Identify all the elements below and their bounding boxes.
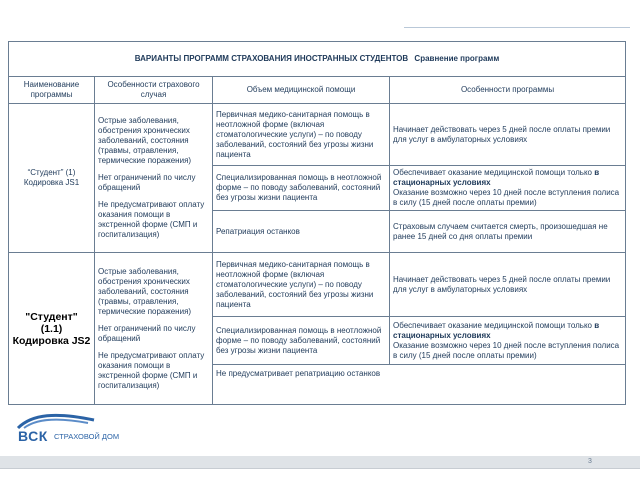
- js1-notes-primary: Начинает действовать через 5 дней после оплаты премии для услуг в амбулаторных условиях: [390, 104, 626, 166]
- js1-scope-primary: Первичная медико-санитарная помощь в неотложной форме (включая стоматологические услуги) – по поводу заболеваний, состояний без угрозы жизни пациента: [213, 104, 390, 166]
- js2-scope-primary: Первичная медико-санитарная помощь в неотложной форме (включая стоматологические услуги) – по поводу заболеваний, состояний без угрозы жизни пациента: [213, 253, 390, 317]
- js1-scope-repatriation: Репатриация останков: [213, 211, 390, 253]
- js1-scope-specialized: Специализированная помощь в неотложной форме – по поводу заболеваний, состояний без угрозы жизни пациента: [213, 166, 390, 211]
- table-title-main: ВАРИАНТЫ ПРОГРАММ СТРАХОВАНИЯ ИНОСТРАННЫХ СТУДЕНТОВ: [134, 54, 409, 63]
- header-case-features: Особенности страхового случая: [95, 77, 213, 104]
- table-title-sub: Сравнение программ: [414, 54, 500, 63]
- js1-notes-specialized-a: Обеспечивает оказание медицинской помощи только: [393, 168, 595, 177]
- js2-feature-2: Нет ограничений по числу обращений: [98, 323, 196, 343]
- js2-notes-specialized-bold: в стационарных условиях: [393, 320, 600, 340]
- program-js1-name: “Студент” (1) Кодировка JS1: [9, 104, 95, 253]
- comparison-table: [8, 41, 626, 405]
- js1-notes-specialized: [390, 166, 626, 211]
- js2-no-repatriation: Не предусматривает репатриацию останков: [213, 365, 626, 405]
- top-divider: [404, 27, 630, 28]
- comparison-table-container: [8, 41, 625, 410]
- program-js2-name: [9, 253, 95, 405]
- js2-notes-primary: Начинает действовать через 5 дней после оплаты премии для услуг в амбулаторных условиях: [390, 253, 626, 317]
- js2-feature-3: Не предусматривают оплату оказания помощи в экстренной форме (СМП и госпитализация): [98, 350, 205, 390]
- js2-notes-specialized-a: Обеспечивает оказание медицинской помощи только: [393, 320, 595, 330]
- js1-notes-specialized-bold: в стационарных условиях: [393, 168, 600, 187]
- js2-scope-specialized: Специализированная помощь в неотложной форме – по поводу заболеваний, состояний без угрозы жизни пациента: [213, 317, 390, 365]
- header-program-name: Наименование программы: [9, 77, 95, 104]
- header-medical-scope: Объем медицинской помощи: [213, 77, 390, 104]
- js2-name-line1: "Студент": [25, 310, 78, 323]
- logo-brand: ВСК: [18, 428, 48, 444]
- vsk-logo: [16, 412, 136, 446]
- js1-notes-repatriation: Страховым случаем считается смерть, произошедшая не ранее 15 дней со дня оплаты премии: [390, 211, 626, 253]
- table-title: [9, 42, 626, 77]
- js1-notes-specialized-b: Оказание возможно через 10 дней после вступления полиса в силу (15 дней после оплаты премии): [393, 188, 620, 207]
- js1-feature-2: Нет ограничений по числу обращений: [98, 173, 196, 192]
- program-js2-features: [95, 253, 213, 405]
- page-number: 3: [588, 458, 592, 465]
- footer-bar: [0, 456, 640, 468]
- js2-feature-1: Острые заболевания, обострения хронических заболеваний, состояния (травмы, отравления, термические поражения): [98, 266, 192, 316]
- js1-feature-1: Острые заболевания, обострения хронических заболеваний, состояния (травмы, отравления, термические поражения): [98, 116, 192, 165]
- footer-line: [0, 468, 640, 469]
- js2-notes-specialized: [390, 317, 626, 365]
- logo-subtitle: СТРАХОВОЙ ДОМ: [54, 432, 120, 441]
- js2-notes-specialized-b: Оказание возможно через 10 дней после вступления полиса в силу (15 дней после оплаты премии): [393, 340, 620, 360]
- js1-feature-3: Не предусматривают оплату оказания помощи в экстренной форме (СМП и госпитализация): [98, 200, 205, 239]
- program-js1-features: [95, 104, 213, 253]
- js2-name-line3: Кодировка JS2: [12, 334, 91, 347]
- header-program-features: Особенности программы: [390, 77, 626, 104]
- js2-name-line2: (1.1): [40, 322, 63, 335]
